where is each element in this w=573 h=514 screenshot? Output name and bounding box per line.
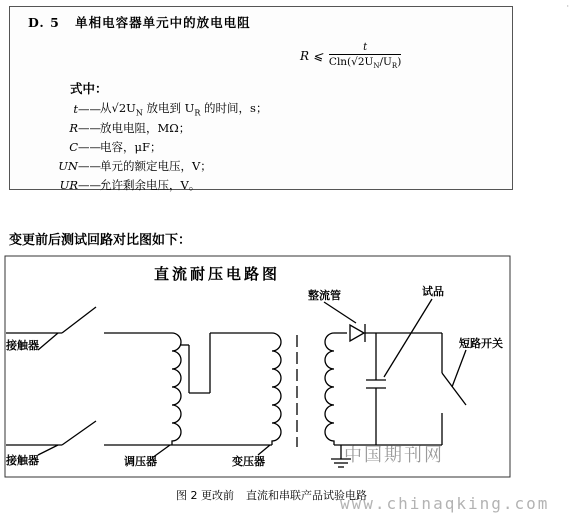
def-symbol: UR (59, 177, 78, 192)
definition-row (40, 156, 267, 175)
label-contactor-top: 接触器 (6, 339, 39, 352)
def-text-a: 从√2U (100, 100, 136, 115)
def-text-b: 放电到 U (142, 100, 195, 115)
circuit-title: 直流耐压电路图 (154, 265, 281, 283)
den-sub-n: N (373, 62, 380, 71)
den-sub-r: R (391, 62, 398, 71)
def-text-c: 的时间，s； (200, 100, 268, 115)
definition-row (40, 99, 267, 118)
definition-row (40, 137, 267, 156)
def-text: 电容，μF； (100, 139, 162, 154)
definition-list (40, 99, 267, 194)
def-symbol: t (73, 101, 78, 116)
section-number: D. 5 (28, 15, 60, 30)
def-dash: —— (78, 139, 101, 154)
section-title-text: 单相电容器单元中的放电电阻 (75, 15, 251, 30)
def-text: 放电电阻，MΩ； (100, 120, 191, 135)
corner-marker: · (566, 2, 569, 11)
section-title (28, 13, 251, 31)
change-heading: 变更前后测试回路对比图如下： (9, 233, 192, 248)
where-label: 式中： (70, 81, 108, 96)
def-text: 单元的额定电压，V； (100, 158, 212, 173)
formula-fraction (329, 41, 401, 70)
definition-row (40, 118, 267, 137)
label-regulator: 调压器 (124, 455, 157, 468)
def-dash: —— (78, 177, 101, 192)
def-symbol: UN (58, 158, 78, 173)
label-rectifier: 整流管 (308, 289, 341, 302)
label-contactor-bottom: 接触器 (6, 454, 39, 467)
def-text: 允许剩余电压，V。 (100, 177, 201, 192)
den-part-1: Cln(√2U (328, 56, 374, 68)
def-text (100, 100, 267, 117)
caption-fig: 图 2 更改前 (176, 489, 234, 502)
label-transformer: 变压器 (232, 455, 265, 468)
label-short-switch: 短路开关 (459, 337, 503, 350)
figure-caption (176, 487, 367, 503)
def-dash: —— (78, 158, 101, 173)
formula-panel (9, 6, 513, 190)
def-dash: —— (78, 120, 101, 135)
label-sample: 试品 (422, 285, 444, 298)
def-sub-b: R (194, 108, 201, 118)
den-part-2: /U (379, 56, 392, 68)
def-symbol: C (69, 139, 78, 154)
def-symbol: R (69, 120, 78, 135)
dc-withstand-circuit-diagram (4, 255, 511, 478)
caption-desc: 直流和串联产品试验电路 (246, 489, 367, 502)
site-watermark: www.chinaqking.com (340, 494, 550, 513)
discharge-formula (300, 41, 401, 70)
journal-watermark: 中国期刊网 (344, 445, 444, 466)
formula-denominator (329, 54, 401, 70)
definition-row (40, 175, 267, 194)
formula-numerator: t (363, 42, 368, 53)
formula-lhs: R ⩽ (300, 48, 323, 63)
den-part-3: ) (397, 56, 402, 68)
def-dash: —— (78, 101, 101, 116)
def-sub-a: N (135, 108, 143, 118)
